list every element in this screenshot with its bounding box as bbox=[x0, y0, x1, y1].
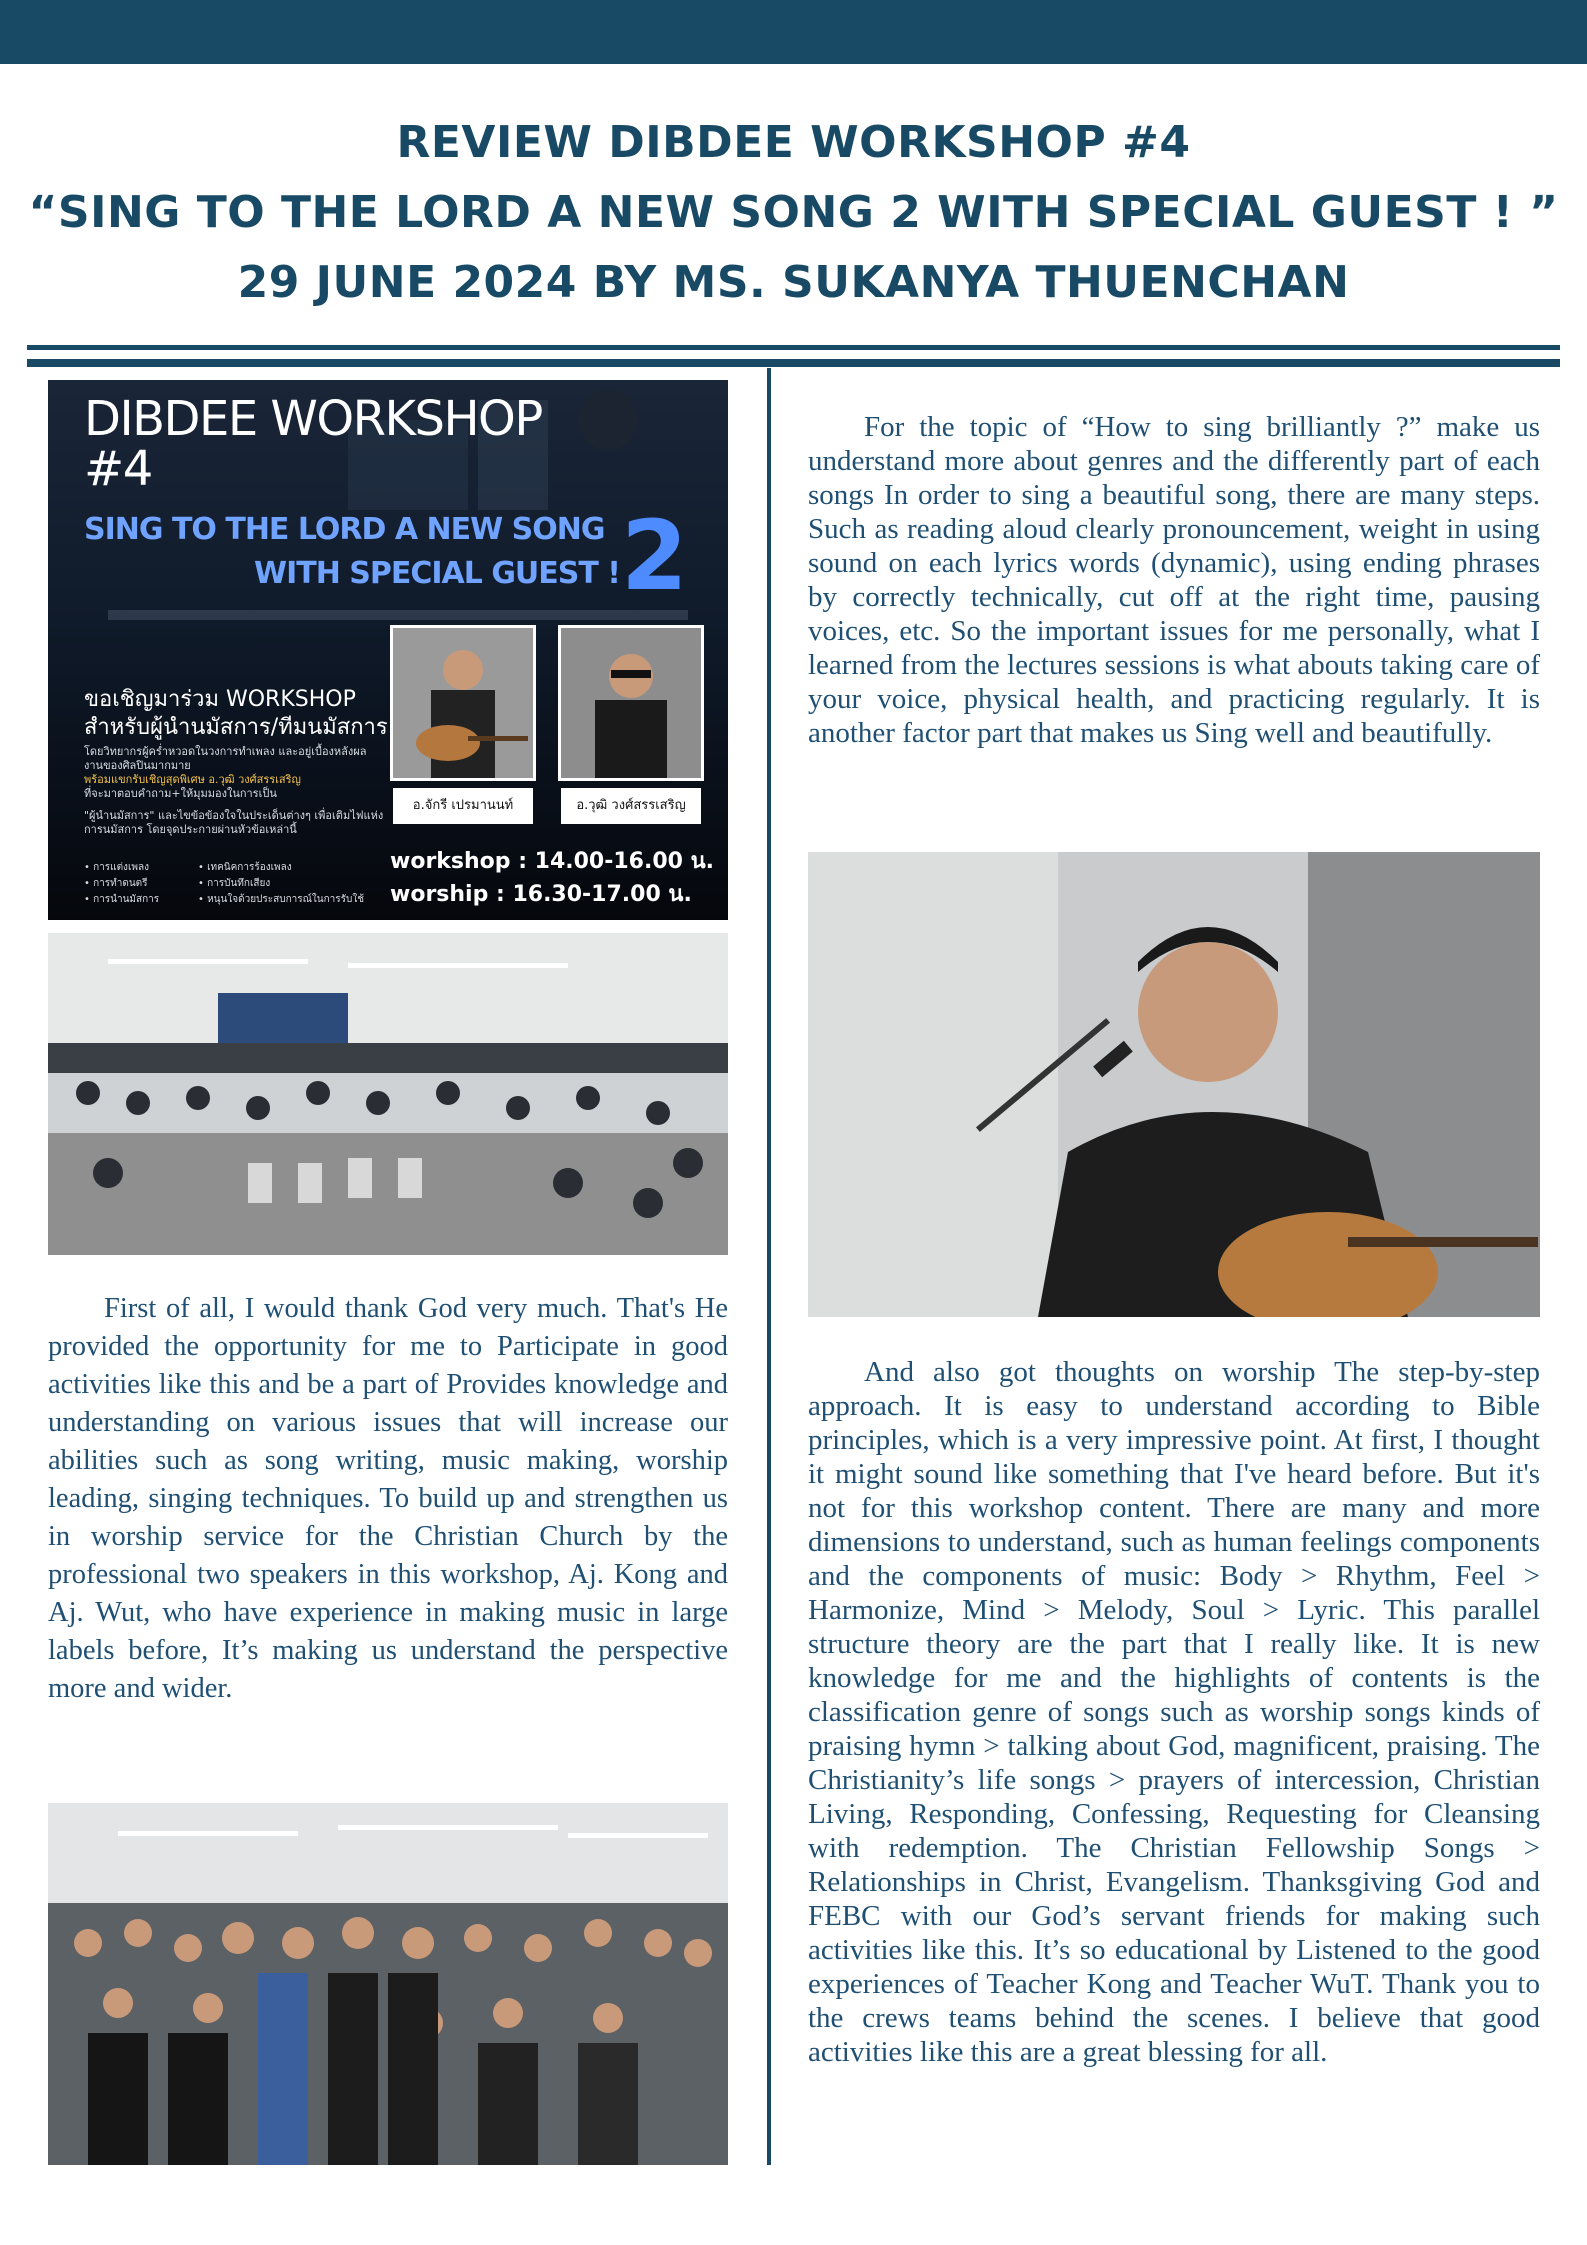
poster-topics-left bbox=[84, 860, 159, 908]
group-scene bbox=[48, 1803, 728, 2165]
poster-subtitle bbox=[84, 508, 684, 596]
title-line-1: REVIEW DIBDEE WORKSHOP #4 bbox=[396, 117, 1191, 168]
guest-caption-1: อ.จักรี เปรมานนท์ bbox=[393, 788, 533, 824]
header-divider-thin bbox=[27, 345, 1560, 350]
poster-invite bbox=[84, 686, 414, 742]
poster-topic: • การแต่งเพลง bbox=[84, 862, 149, 873]
guest-photo-2 bbox=[558, 625, 704, 781]
schedule-worship: worship : 16.30-17.00 น. bbox=[390, 882, 692, 907]
poster-subtitle-line-2: WITH SPECIAL GUEST ! bbox=[254, 556, 620, 591]
right-paragraph-2: And also got thoughts on worship The step-by-step approach. It is easy to understand according to Bible principles, which is a very impressive point. At first, I thought it might sound like something that I've heard before. But it's not for this workshop content. There are many and more dimensions to understand, such as human feelings components and the components of music: Body > Rhythm, Feel > Harmonize, Mind > Melody, Soul > Lyric. This parallel structure theory are the part that I really like. It is new knowledge for me and the highlights of contents is the classification genre of songs such as worship songs kinds of praising hymn > talking about God, magnificent, praising. The Christianity’s life songs > prayers of intercession, Christian Living, Responding, Confessing, Requesting for Cleansing with redemption. The Christian Fellowship Songs > Relationships in Christ, Evangelism. Thanksgiving God and FEBC with our God’s servant friends for making such activities like this. It’s so educational by Listened to the good experiences of Teacher Kong and Teacher WuT. Thank you to the crews teams behind the scenes. I believe that good activities like this are a great blessing for all. bbox=[808, 1356, 1540, 2068]
poster-title: DIBDEE WORKSHOP #4 bbox=[84, 391, 542, 497]
right-paragraph-1: For the topic of “How to sing brilliantly ?” make us understand more about genres and the differently part of each songs In order to sing a beautiful song, there are many steps. Such as reading aloud clearly pronouncement, weight in using sound on each lyrics words (dynamic), using ending phrases by correctly technically, cut off at the right time, pausing voices, etc. So the important issues for me personally, what I learned from the lectures sessions is what abouts taking care of your voice, physical health, and practicing regularly. It is another factor part that makes us Sing well and beautifully. bbox=[808, 411, 1540, 749]
poster-description-line-4: "ผู้นำนมัสการ" และไขข้อข้องใจในประเด็นต่างๆ เพื่อเติมไฟแห่งการนมัสการ โดยจุดประกายผ่านหัวข้อเหล่านี้ bbox=[84, 809, 384, 836]
poster-description-line-2: พร้อมแขกรับเชิญสุดพิเศษ อ.วุฒิ วงศ์สรรเสริญ bbox=[84, 773, 301, 786]
schedule-workshop: workshop : 14.00-16.00 น. bbox=[390, 849, 715, 874]
poster-description-line-1: โดยวิทยากรผู้คร่ำหวอดในวงการทำเพลง และอยู่เบื้องหลังผลงานของศิลปินมากมาย bbox=[84, 745, 367, 772]
page-title bbox=[0, 108, 1587, 318]
poster-description bbox=[84, 745, 384, 837]
speaker-photo bbox=[808, 852, 1540, 1317]
poster-topic: • การบันทึกเสียง bbox=[198, 878, 271, 889]
group-photo bbox=[48, 1803, 728, 2165]
audience-photo bbox=[48, 933, 728, 1255]
poster-description-line-3: ที่จะมาตอบคำถาม+ให้มุมมองในการเป็น bbox=[84, 787, 277, 800]
guitarist-figure bbox=[393, 628, 533, 778]
title-line-3: 29 JUNE 2024 BY MS. SUKANYA THUENCHAN bbox=[237, 257, 1350, 308]
guest-photo-1 bbox=[390, 625, 536, 781]
speaker-with-guitar-scene bbox=[808, 852, 1540, 1317]
top-banner-bar bbox=[0, 0, 1587, 64]
column-divider bbox=[767, 368, 771, 2165]
workshop-poster-image bbox=[48, 380, 728, 920]
poster-topic: • หนุนใจด้วยประสบการณ์ในการรับใช้ bbox=[198, 894, 365, 905]
poster-topics-right bbox=[198, 860, 364, 908]
poster-number: 2 bbox=[621, 500, 688, 612]
guest-caption-2: อ.วุฒิ วงศ์สรรเสริญ bbox=[561, 788, 701, 824]
header-divider-thick bbox=[27, 359, 1560, 367]
poster-topic: • เทคนิคการร้องเพลง bbox=[198, 862, 292, 873]
poster-topic: • การนำนมัสการ bbox=[84, 894, 160, 905]
workshop-room-scene bbox=[48, 933, 728, 1255]
poster-schedule bbox=[390, 845, 714, 911]
poster-invite-line-1: ขอเชิญมาร่วม WORKSHOP bbox=[84, 687, 356, 712]
title-line-2: “SING TO THE LORD A NEW SONG 2 WITH SPECIAL GUEST ! ” bbox=[28, 187, 1559, 238]
poster-topic: • การทำดนตรี bbox=[84, 878, 148, 889]
left-paragraph: First of all, I would thank God very much. That's He provided the opportunity for me to Participate in good activities like this and be a part of Provides knowledge and understanding on various issues that will increase our abilities such as song writing, music making, worship leading, singing techniques. To build up and strengthen us in worship service for the Christian Church by the professional two speakers in this workshop, Aj. Kong and Aj. Wut, who have experience in making music in large labels before, It’s making us understand the perspective more and wider. bbox=[48, 1293, 728, 1704]
poster-subtitle-line-1: SING TO THE LORD A NEW SONG bbox=[84, 512, 605, 547]
speaker-figure bbox=[561, 628, 701, 778]
poster-invite-line-2: สำหรับผู้นำนมัสการ/ทีมนมัสการ bbox=[84, 715, 388, 740]
